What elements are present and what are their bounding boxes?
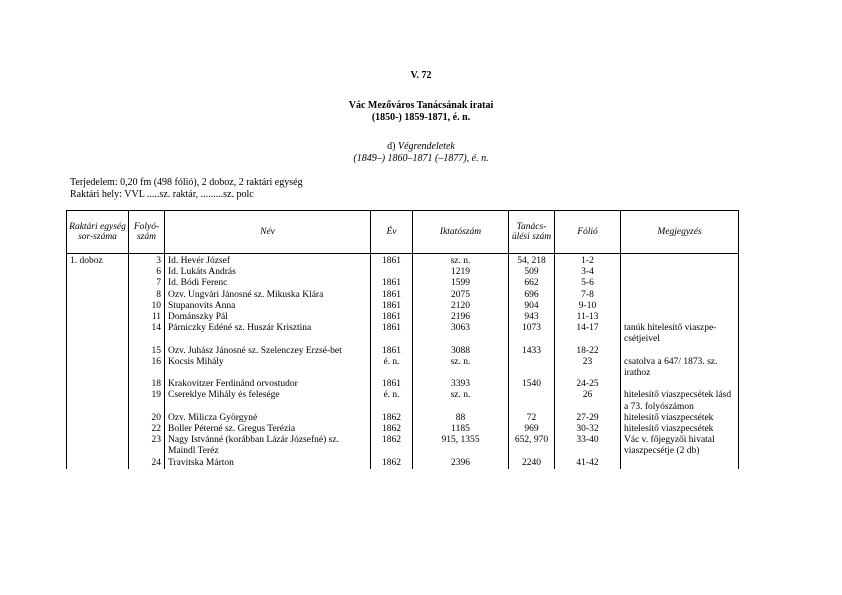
cell-unit (67, 267, 129, 278)
cell-council: 72 (509, 413, 555, 424)
header-folio: Fólió (555, 211, 621, 254)
table-row (67, 390, 739, 412)
table-row (67, 413, 739, 424)
cell-name: Csereklye Mihály és felesége (165, 390, 371, 412)
cell-folio: 7-8 (555, 290, 621, 301)
header-council: Tanács-ülési szám (509, 211, 555, 254)
extent-line: Terjedelem: 0,20 fm (498 fólió), 2 doboz, 2 raktári egység (70, 177, 303, 188)
cell-year: 1861 (371, 254, 413, 268)
cell-serial: 7 (129, 278, 165, 289)
cell-year: é. n. (371, 390, 413, 412)
table-row (67, 424, 739, 435)
cell-serial: 22 (129, 424, 165, 435)
table-row (67, 458, 739, 469)
cell-council: 1433 (509, 346, 555, 357)
cell-filing: 915, 1355 (413, 435, 509, 457)
cell-folio: 3-4 (555, 267, 621, 278)
cell-folio: 26 (555, 390, 621, 412)
cell-serial: 10 (129, 301, 165, 312)
cell-folio: 23 (555, 357, 621, 379)
cell-year: 1861 (371, 312, 413, 323)
cell-serial: 14 (129, 323, 165, 345)
cell-council: 904 (509, 301, 555, 312)
cell-name: Özv. Juhász Jánosné sz. Szelenczey Erzsé-bet (165, 346, 371, 357)
fond-title: Vác Mezőváros Tanácsának iratai (348, 100, 494, 111)
header-unit: Raktári egység sor-száma (67, 211, 129, 254)
header-note: Megjegyzés (621, 211, 739, 254)
cell-note: hitelesítő viaszpecsétek lásd a 73. folyószámon (621, 390, 739, 412)
cell-serial: 23 (129, 435, 165, 457)
cell-filing: 2396 (413, 458, 509, 469)
section-title: Végrendeletek (398, 141, 455, 152)
cell-filing: 88 (413, 413, 509, 424)
cell-folio: 33-40 (555, 435, 621, 457)
fond-code: V. 72 (410, 70, 432, 81)
cell-note: hitelesítő viaszpecsétek (621, 413, 739, 424)
table-row (67, 312, 739, 323)
cell-council (509, 357, 555, 379)
cell-note: csatolva a 647/ 1873. sz. irathoz (621, 357, 739, 379)
cell-council (509, 390, 555, 412)
cell-note: hitelesítő viaszpecsétek (621, 424, 739, 435)
cell-year: 1862 (371, 413, 413, 424)
cell-council: 2240 (509, 458, 555, 469)
table-row (67, 301, 739, 312)
cell-filing: 3393 (413, 379, 509, 390)
cell-unit (67, 458, 129, 469)
cell-name: Dománszky Pál (165, 312, 371, 323)
cell-filing: 2120 (413, 301, 509, 312)
cell-name: Krakovitzer Ferdinánd orvostudor (165, 379, 371, 390)
cell-serial: 18 (129, 379, 165, 390)
cell-serial: 24 (129, 458, 165, 469)
cell-unit (67, 424, 129, 435)
cell-name: Nagy Istvánné (korábban Lázár Józsefné) sz. Maindl Teréz (165, 435, 371, 457)
cell-note (621, 267, 739, 278)
cell-note (621, 379, 739, 390)
cell-filing: 1219 (413, 267, 509, 278)
cell-folio: 30-32 (555, 424, 621, 435)
records-table (66, 210, 739, 469)
header-year: Év (371, 211, 413, 254)
cell-filing: sz. n. (413, 390, 509, 412)
cell-folio: 14-17 (555, 323, 621, 345)
cell-name: Kocsis Mihály (165, 357, 371, 379)
cell-serial: 11 (129, 312, 165, 323)
cell-year: é. n. (371, 357, 413, 379)
table-row (67, 435, 739, 457)
cell-filing: 1185 (413, 424, 509, 435)
cell-folio: 11-13 (555, 312, 621, 323)
cell-council: 969 (509, 424, 555, 435)
cell-name: Párniczky Edéné sz. Huszár Krisztina (165, 323, 371, 345)
cell-year (371, 267, 413, 278)
header-name: Név (165, 211, 371, 254)
cell-unit (67, 357, 129, 379)
table-header-row (67, 211, 739, 254)
cell-year: 1862 (371, 424, 413, 435)
cell-note (621, 278, 739, 289)
cell-council: 652, 970 (509, 435, 555, 457)
table-row (67, 346, 739, 357)
table-row (67, 323, 739, 345)
cell-serial: 6 (129, 267, 165, 278)
table-row (67, 379, 739, 390)
cell-folio: 5-6 (555, 278, 621, 289)
cell-note (621, 290, 739, 301)
cell-serial: 15 (129, 346, 165, 357)
cell-year: 1861 (371, 323, 413, 345)
cell-folio: 24-25 (555, 379, 621, 390)
cell-note (621, 254, 739, 268)
cell-unit (67, 390, 129, 412)
cell-name: Boller Péterné sz. Gregus Terézia (165, 424, 371, 435)
cell-filing: 2196 (413, 312, 509, 323)
cell-filing: 3063 (413, 323, 509, 345)
cell-name: Özv. Milicza Györgyné (165, 413, 371, 424)
cell-serial: 16 (129, 357, 165, 379)
cell-council: 509 (509, 267, 555, 278)
cell-year: 1862 (371, 435, 413, 457)
header-filing: Iktatószám (413, 211, 509, 254)
cell-unit: 1. doboz (67, 254, 129, 268)
cell-unit (67, 346, 129, 357)
cell-unit (67, 413, 129, 424)
cell-serial: 3 (129, 254, 165, 268)
cell-name: Id. Bódi Ferenc (165, 278, 371, 289)
cell-year: 1862 (371, 458, 413, 469)
table-row (67, 254, 739, 268)
cell-serial: 19 (129, 390, 165, 412)
cell-filing: 2075 (413, 290, 509, 301)
cell-council: 943 (509, 312, 555, 323)
section-range: (1849–) 1860–1871 (–1877), é. n. (353, 153, 489, 164)
cell-note (621, 346, 739, 357)
table-row (67, 357, 739, 379)
cell-note: tanúk hitelesítő viaszpe-csétjeivel (621, 323, 739, 345)
cell-unit (67, 379, 129, 390)
location-line: Raktári hely: VVL .....sz. raktár, .........sz. polc (70, 189, 254, 200)
cell-year: 1861 (371, 290, 413, 301)
cell-unit (67, 312, 129, 323)
cell-unit (67, 435, 129, 457)
section-heading (0, 141, 842, 153)
table-row (67, 290, 739, 301)
cell-folio: 27-29 (555, 413, 621, 424)
cell-council: 696 (509, 290, 555, 301)
cell-year: 1861 (371, 379, 413, 390)
cell-council: 1073 (509, 323, 555, 345)
cell-unit (67, 278, 129, 289)
cell-note: Vác v. főjegyzői hivatal viaszpecsétje (2 db) (621, 435, 739, 457)
cell-note (621, 312, 739, 323)
cell-council: 54, 218 (509, 254, 555, 268)
cell-year: 1861 (371, 346, 413, 357)
table-row (67, 278, 739, 289)
cell-filing: sz. n. (413, 254, 509, 268)
cell-serial: 8 (129, 290, 165, 301)
cell-council: 1540 (509, 379, 555, 390)
cell-name: Travitska Márton (165, 458, 371, 469)
table-row (67, 267, 739, 278)
cell-name: Id. Lukáts András (165, 267, 371, 278)
cell-year: 1861 (371, 278, 413, 289)
cell-folio: 1-2 (555, 254, 621, 268)
section-letter: d) (387, 141, 396, 152)
cell-unit (67, 323, 129, 345)
cell-folio: 9-10 (555, 301, 621, 312)
cell-name: Stupanovits Anna (165, 301, 371, 312)
cell-filing: sz. n. (413, 357, 509, 379)
cell-folio: 41-42 (555, 458, 621, 469)
cell-folio: 18-22 (555, 346, 621, 357)
cell-name: Özv. Ungvári Jánosné sz. Mikuska Klára (165, 290, 371, 301)
cell-note (621, 301, 739, 312)
cell-filing: 3088 (413, 346, 509, 357)
cell-year: 1861 (371, 301, 413, 312)
cell-name: Id. Hevér József (165, 254, 371, 268)
cell-note (621, 458, 739, 469)
fond-date-range: (1850-) 1859-1871, é. n. (371, 112, 471, 123)
cell-unit (67, 301, 129, 312)
cell-unit (67, 290, 129, 301)
cell-serial: 20 (129, 413, 165, 424)
cell-council: 662 (509, 278, 555, 289)
header-serial: Folyó-szám (129, 211, 165, 254)
cell-filing: 1599 (413, 278, 509, 289)
